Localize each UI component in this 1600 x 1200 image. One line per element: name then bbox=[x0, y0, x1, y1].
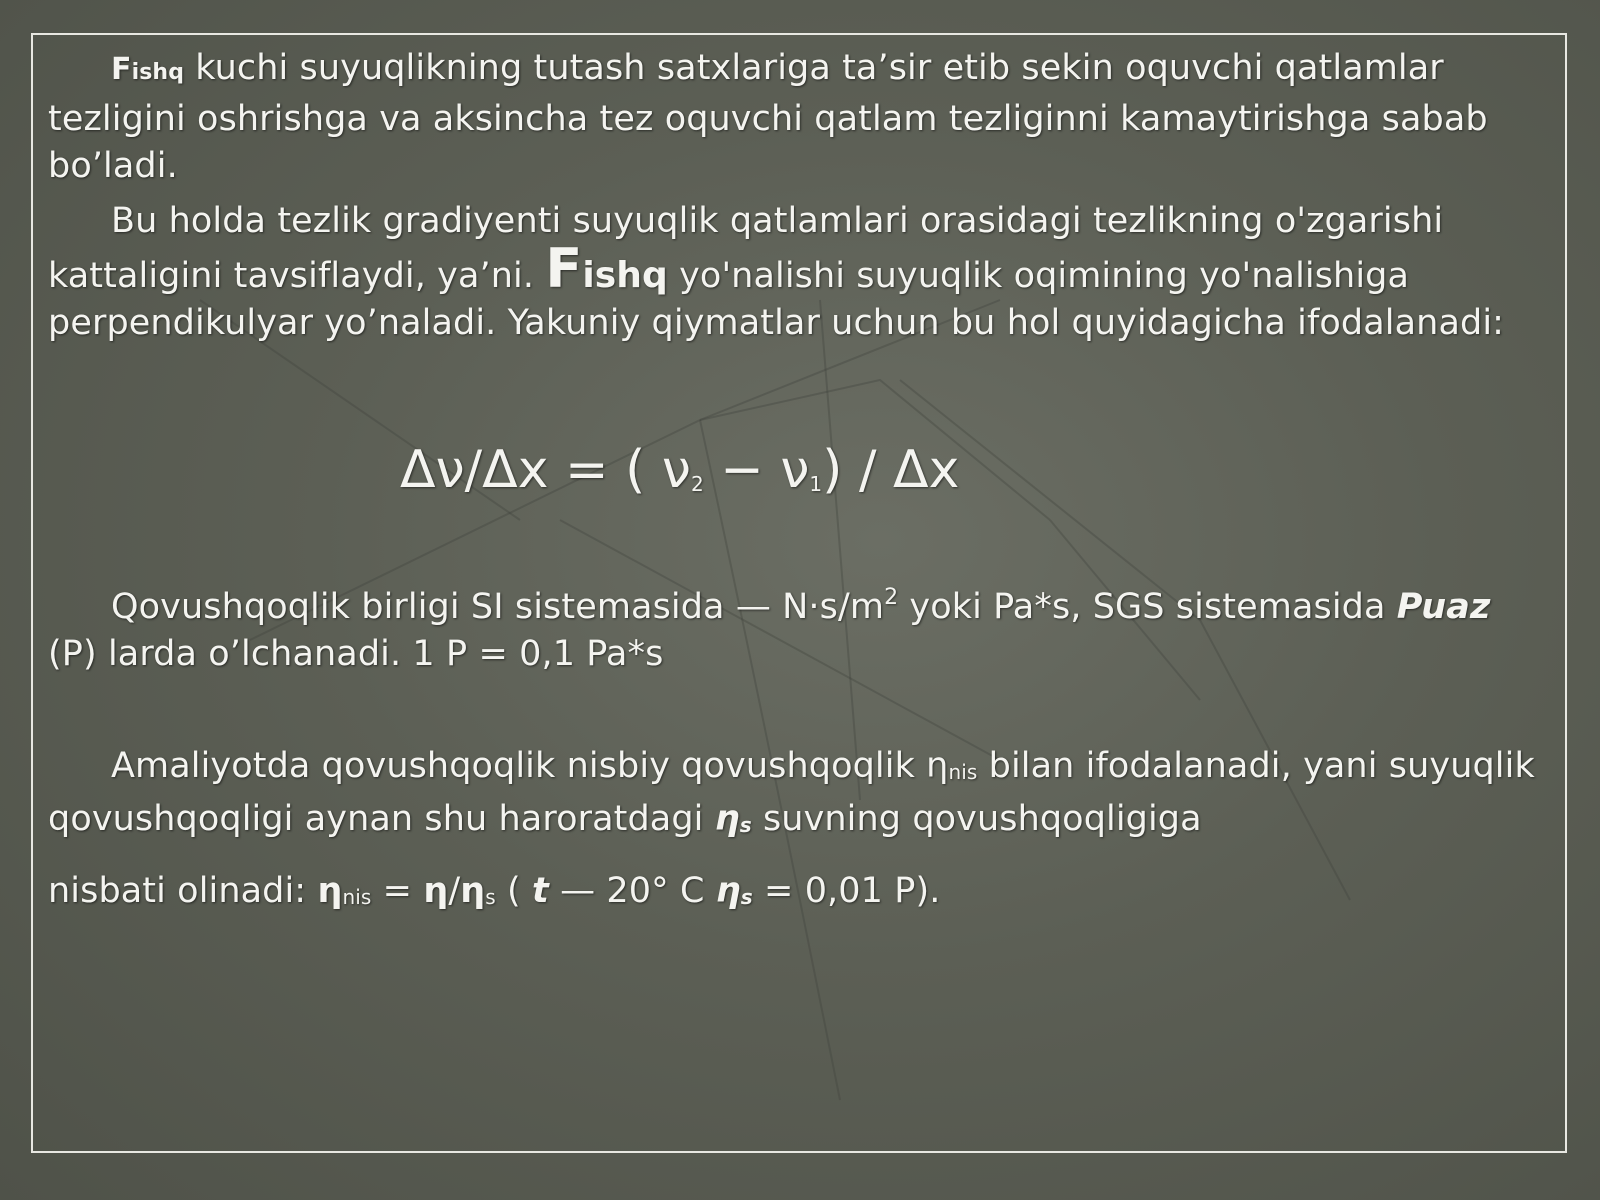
paragraph-2-text-a: Bu holda tezlik gradiyenti suyuqlik qatlamlari orasidagi tezlikning o'zgarishi kattaligini tavsiflaydi, ya’ni. bbox=[48, 201, 1444, 296]
paragraph-2-text-b: yo'nalishi suyuqlik oqimining yo'nalishiga perpendikulyar yo’naladi. Yakuniy qiymatlar uchun bu hol quyidagicha ifodalanadi: bbox=[48, 256, 1505, 343]
f-ishq-large-label: Fishq bbox=[545, 237, 668, 300]
paragraph-3: Qovushqoqlik birligi SI sistemasida — $N\cdot s/m^2$ yoki Pa*s, SGS sistemasida Puaz (P) larda o’lchanadi. 1 P = 0,1 Pa*s bbox=[48, 585, 1491, 674]
paragraph-1 bbox=[48, 45, 1548, 190]
paragraph-1-text: kuchi suyuqlikning tutash satxlariga ta’sir etib sekin oquvchi qatlamlar tezligini oshrishga va aksincha tez oquvchi qatlam tezliginni kamaytirishga sabab bo’ladi. bbox=[48, 48, 1488, 186]
paragraph-4: Amaliyotda qovushqoqlik nisbiy qovushqoqlik ηnis bilan ifodalanadi, yani suyuqlik qovushqoqligi aynan shu haroratdagi ηs suvning qovushqoqligiga nisbati olinadi: ηnis = η/ηs ( t — 20° C ηs = 0,01 P). bbox=[48, 746, 1535, 911]
velocity-gradient-formula: Δν/Δx = ( $\nu_2 - \nu_1) / \Delta x$ bbox=[400, 440, 960, 500]
paragraph-2 bbox=[48, 198, 1548, 347]
f-ishq-label: Fishq bbox=[111, 52, 185, 87]
puaz-term: Puaz bbox=[1396, 587, 1491, 627]
